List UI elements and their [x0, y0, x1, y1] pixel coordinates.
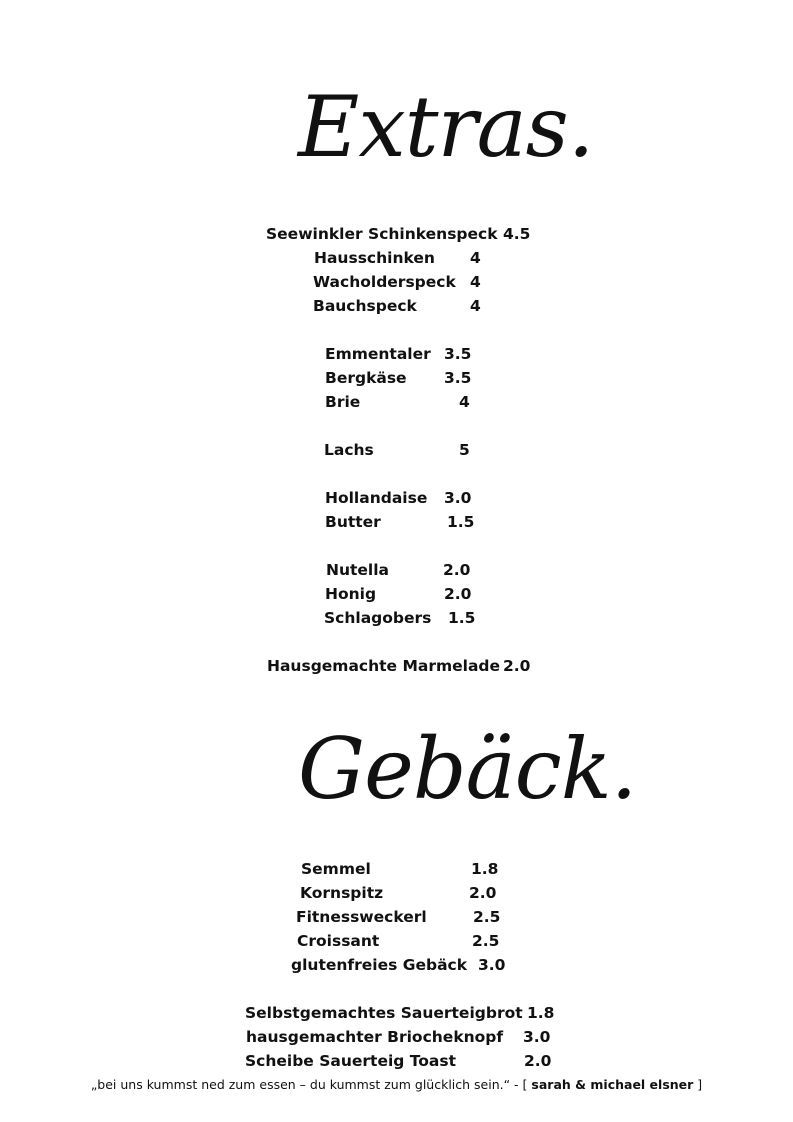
item-name: Scheibe Sauerteig Toast [245, 1052, 457, 1070]
item-price: 3.5 [444, 369, 472, 387]
item-price: 4 [470, 273, 481, 291]
item-price: 1.8 [527, 1004, 555, 1022]
item-name: Semmel [301, 860, 371, 878]
item-name: Nutella [326, 561, 390, 579]
item-name: Butter [325, 513, 381, 531]
item-name: Hausgemachte Marmelade [267, 657, 501, 675]
item-price: 2.5 [473, 908, 501, 926]
gebaeck-heading: Gebäck. [298, 720, 637, 818]
item-name: Bauchspeck [313, 297, 417, 315]
item-name: Seewinkler Schinkenspeck [266, 225, 498, 243]
item-price: 2.0 [524, 1052, 552, 1070]
quote-authors: sarah & michael elsner [531, 1077, 694, 1092]
item-price: 4 [459, 393, 470, 411]
quote-text: „bei uns kummst ned zum essen – du kummst zum glücklich sein.“ - [ [90, 1077, 528, 1092]
item-name: Honig [325, 585, 377, 603]
item-price: 4 [470, 249, 481, 267]
item-name: Croissant [297, 932, 380, 950]
extras-heading: Extras. [298, 78, 594, 176]
item-price: 3.0 [478, 956, 506, 974]
item-name: Hollandaise [325, 489, 428, 507]
quote-closing: ] [697, 1077, 703, 1092]
item-name: Selbstgemachtes Sauerteigbrot [245, 1004, 523, 1022]
item-price: 3.0 [523, 1028, 551, 1046]
footer-quote [0, 1077, 793, 1092]
item-name: Kornspitz [300, 884, 384, 902]
item-price: 4 [470, 297, 481, 315]
item-name: Brie [325, 393, 361, 411]
item-name: Lachs [324, 441, 374, 459]
item-price: 2.0 [469, 884, 497, 902]
item-name: Hausschinken [314, 249, 435, 267]
item-price: 1.5 [447, 513, 475, 531]
item-name: Bergkäse [325, 369, 407, 387]
item-name: hausgemachter Briocheknopf [246, 1028, 504, 1046]
item-price: 5 [459, 441, 470, 459]
item-price: 1.8 [471, 860, 499, 878]
item-name: Schlagobers [324, 609, 432, 627]
item-price: 4.5 [503, 225, 531, 243]
item-price: 2.0 [443, 561, 471, 579]
item-name: Emmentaler [325, 345, 431, 363]
item-price: 2.0 [444, 585, 472, 603]
item-name: Fitnessweckerl [296, 908, 427, 926]
item-price: 2.0 [503, 657, 531, 675]
item-name: Wacholderspeck [313, 273, 456, 291]
item-name: glutenfreies Gebäck [291, 956, 468, 974]
item-price: 3.0 [444, 489, 472, 507]
item-price: 1.5 [448, 609, 476, 627]
item-price: 2.5 [472, 932, 500, 950]
item-price: 3.5 [444, 345, 472, 363]
